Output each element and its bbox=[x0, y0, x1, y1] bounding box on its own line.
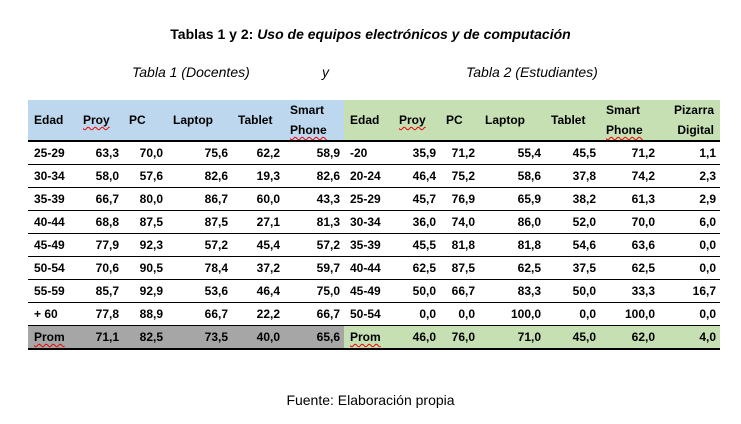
value-cell: 87,5 bbox=[167, 211, 232, 234]
value-cell: 0,0 bbox=[659, 234, 720, 257]
header-phone-label: Phone bbox=[290, 123, 327, 137]
value-cell: 54,6 bbox=[545, 234, 600, 257]
value-cell: 66,7 bbox=[284, 303, 344, 326]
value-cell: 0,0 bbox=[545, 303, 600, 326]
value-cell: 61,3 bbox=[600, 188, 659, 211]
header-phone-2-label: Phone bbox=[606, 123, 643, 137]
value-cell: 80,0 bbox=[123, 188, 167, 211]
value-cell: 87,5 bbox=[123, 211, 167, 234]
header-edad-2: Edad bbox=[344, 100, 393, 141]
value-cell: 6,0 bbox=[659, 211, 720, 234]
value-cell: 0,0 bbox=[659, 303, 720, 326]
value-cell: 78,4 bbox=[167, 257, 232, 280]
value-cell: 43,3 bbox=[284, 188, 344, 211]
value-cell: 52,0 bbox=[545, 211, 600, 234]
value-cell: 75,6 bbox=[167, 141, 232, 165]
value-cell: 2,9 bbox=[659, 188, 720, 211]
subtitle-docentes: Tabla 1 (Docentes) bbox=[132, 64, 250, 80]
value-cell: 36,0 bbox=[393, 211, 440, 234]
value-cell: 71,2 bbox=[440, 141, 479, 165]
subtitle-estudiantes: Tabla 2 (Estudiantes) bbox=[466, 64, 598, 80]
value-cell: 46,4 bbox=[393, 165, 440, 188]
value-cell: 100,0 bbox=[479, 303, 545, 326]
value-cell: 66,7 bbox=[167, 303, 232, 326]
value-cell: 60,0 bbox=[232, 188, 284, 211]
prom-cell: 65,6 bbox=[284, 326, 344, 350]
value-cell: 37,8 bbox=[545, 165, 600, 188]
document-title bbox=[0, 26, 741, 42]
value-cell: 87,5 bbox=[440, 257, 479, 280]
prom-cell: 4,0 bbox=[659, 326, 720, 350]
prom-label-2-text: Prom bbox=[350, 330, 381, 344]
value-cell: 90,5 bbox=[123, 257, 167, 280]
value-cell: 92,3 bbox=[123, 234, 167, 257]
value-cell: 58,6 bbox=[479, 165, 545, 188]
header-proy-label: Proy bbox=[83, 113, 110, 127]
value-cell: 74,0 bbox=[440, 211, 479, 234]
data-table bbox=[28, 100, 720, 350]
prom-cell: 82,5 bbox=[123, 326, 167, 350]
prom-label-text: Prom bbox=[34, 330, 65, 344]
value-cell: 2,3 bbox=[659, 165, 720, 188]
value-cell: 65,9 bbox=[479, 188, 545, 211]
header-row bbox=[28, 100, 720, 141]
source-footer: Fuente: Elaboración propia bbox=[286, 392, 455, 408]
age-cell: 30-34 bbox=[28, 165, 77, 188]
table-row bbox=[28, 211, 720, 234]
header-smart-label: Smart bbox=[290, 103, 325, 117]
value-cell: 77,9 bbox=[77, 234, 123, 257]
value-cell: 86,7 bbox=[167, 188, 232, 211]
value-cell: 75,2 bbox=[440, 165, 479, 188]
value-cell: 45,5 bbox=[393, 234, 440, 257]
subtitle-y: y bbox=[322, 64, 329, 80]
value-cell: 70,6 bbox=[77, 257, 123, 280]
value-cell: 45,5 bbox=[545, 141, 600, 165]
value-cell: 74,2 bbox=[600, 165, 659, 188]
header-tablet: Tablet bbox=[232, 100, 284, 141]
header-smart-2-label: Smart bbox=[606, 103, 641, 117]
age-cell: 25-29 bbox=[344, 188, 393, 211]
table-row bbox=[28, 234, 720, 257]
title-italic: Uso de equipos electrónicos y de computación bbox=[257, 26, 571, 42]
header-laptop-2: Laptop bbox=[479, 100, 545, 141]
value-cell: 63,6 bbox=[600, 234, 659, 257]
value-cell: 63,3 bbox=[77, 141, 123, 165]
value-cell: 62,5 bbox=[600, 257, 659, 280]
table-subtitles bbox=[0, 64, 741, 84]
age-cell: 50-54 bbox=[344, 303, 393, 326]
value-cell: 58,0 bbox=[77, 165, 123, 188]
header-pizarra-label: Pizarra bbox=[673, 103, 714, 117]
prom-label-2 bbox=[344, 326, 393, 350]
header-pc-2: PC bbox=[440, 100, 479, 141]
value-cell: 70,0 bbox=[123, 141, 167, 165]
prom-label bbox=[28, 326, 77, 350]
prom-cell: 76,0 bbox=[440, 326, 479, 350]
header-laptop: Laptop bbox=[167, 100, 232, 141]
value-cell: 86,0 bbox=[479, 211, 545, 234]
value-cell: 45,7 bbox=[393, 188, 440, 211]
table-row bbox=[28, 303, 720, 326]
value-cell: 50,0 bbox=[393, 280, 440, 303]
header-tablet-2: Tablet bbox=[545, 100, 600, 141]
value-cell: 81,3 bbox=[284, 211, 344, 234]
value-cell: 66,7 bbox=[440, 280, 479, 303]
header-pizarra-digital bbox=[659, 100, 720, 141]
table-row bbox=[28, 257, 720, 280]
value-cell: 0,0 bbox=[393, 303, 440, 326]
value-cell: 22,2 bbox=[232, 303, 284, 326]
value-cell: 19,3 bbox=[232, 165, 284, 188]
value-cell: 82,6 bbox=[167, 165, 232, 188]
age-cell: 25-29 bbox=[28, 141, 77, 165]
table-row bbox=[28, 280, 720, 303]
table-row bbox=[28, 141, 720, 165]
value-cell: 1,1 bbox=[659, 141, 720, 165]
age-cell: -20 bbox=[344, 141, 393, 165]
value-cell: 77,8 bbox=[77, 303, 123, 326]
value-cell: 37,5 bbox=[545, 257, 600, 280]
value-cell: 100,0 bbox=[600, 303, 659, 326]
prom-cell: 40,0 bbox=[232, 326, 284, 350]
age-cell: 35-39 bbox=[28, 188, 77, 211]
value-cell: 16,7 bbox=[659, 280, 720, 303]
prom-cell: 62,0 bbox=[600, 326, 659, 350]
age-cell: 20-24 bbox=[344, 165, 393, 188]
value-cell: 75,0 bbox=[284, 280, 344, 303]
age-cell: 55-59 bbox=[28, 280, 77, 303]
value-cell: 81,8 bbox=[479, 234, 545, 257]
header-smartphone-2 bbox=[600, 100, 659, 141]
prom-cell: 71,1 bbox=[77, 326, 123, 350]
table-row bbox=[28, 188, 720, 211]
value-cell: 88,9 bbox=[123, 303, 167, 326]
prom-row bbox=[28, 326, 720, 350]
value-cell: 62,2 bbox=[232, 141, 284, 165]
age-cell: 45-49 bbox=[28, 234, 77, 257]
value-cell: 70,0 bbox=[600, 211, 659, 234]
value-cell: 58,9 bbox=[284, 141, 344, 165]
header-smartphone bbox=[284, 100, 344, 141]
prom-cell: 46,0 bbox=[393, 326, 440, 350]
age-cell: + 60 bbox=[28, 303, 77, 326]
age-cell: 40-44 bbox=[28, 211, 77, 234]
value-cell: 66,7 bbox=[77, 188, 123, 211]
value-cell: 57,6 bbox=[123, 165, 167, 188]
header-edad: Edad bbox=[28, 100, 77, 141]
value-cell: 55,4 bbox=[479, 141, 545, 165]
value-cell: 38,2 bbox=[545, 188, 600, 211]
value-cell: 76,9 bbox=[440, 188, 479, 211]
title-prefix: Tablas 1 y 2: bbox=[170, 26, 258, 42]
value-cell: 83,3 bbox=[479, 280, 545, 303]
value-cell: 57,2 bbox=[284, 234, 344, 257]
value-cell: 62,5 bbox=[393, 257, 440, 280]
header-proy-2 bbox=[393, 100, 440, 141]
table-row bbox=[28, 165, 720, 188]
value-cell: 92,9 bbox=[123, 280, 167, 303]
value-cell: 33,3 bbox=[600, 280, 659, 303]
value-cell: 46,4 bbox=[232, 280, 284, 303]
value-cell: 0,0 bbox=[440, 303, 479, 326]
age-cell: 45-49 bbox=[344, 280, 393, 303]
age-cell: 35-39 bbox=[344, 234, 393, 257]
value-cell: 59,7 bbox=[284, 257, 344, 280]
value-cell: 27,1 bbox=[232, 211, 284, 234]
value-cell: 53,6 bbox=[167, 280, 232, 303]
value-cell: 71,2 bbox=[600, 141, 659, 165]
value-cell: 37,2 bbox=[232, 257, 284, 280]
value-cell: 62,5 bbox=[479, 257, 545, 280]
age-cell: 50-54 bbox=[28, 257, 77, 280]
header-pc: PC bbox=[123, 100, 167, 141]
value-cell: 45,4 bbox=[232, 234, 284, 257]
prom-cell: 73,5 bbox=[167, 326, 232, 350]
value-cell: 57,2 bbox=[167, 234, 232, 257]
age-cell: 30-34 bbox=[344, 211, 393, 234]
value-cell: 81,8 bbox=[440, 234, 479, 257]
header-proy bbox=[77, 100, 123, 141]
prom-cell: 45,0 bbox=[545, 326, 600, 350]
header-proy-2-label: Proy bbox=[399, 113, 426, 127]
value-cell: 35,9 bbox=[393, 141, 440, 165]
header-digital-label: Digital bbox=[677, 123, 714, 137]
age-cell: 40-44 bbox=[344, 257, 393, 280]
value-cell: 82,6 bbox=[284, 165, 344, 188]
value-cell: 50,0 bbox=[545, 280, 600, 303]
value-cell: 68,8 bbox=[77, 211, 123, 234]
value-cell: 85,7 bbox=[77, 280, 123, 303]
value-cell: 0,0 bbox=[659, 257, 720, 280]
prom-cell: 71,0 bbox=[479, 326, 545, 350]
